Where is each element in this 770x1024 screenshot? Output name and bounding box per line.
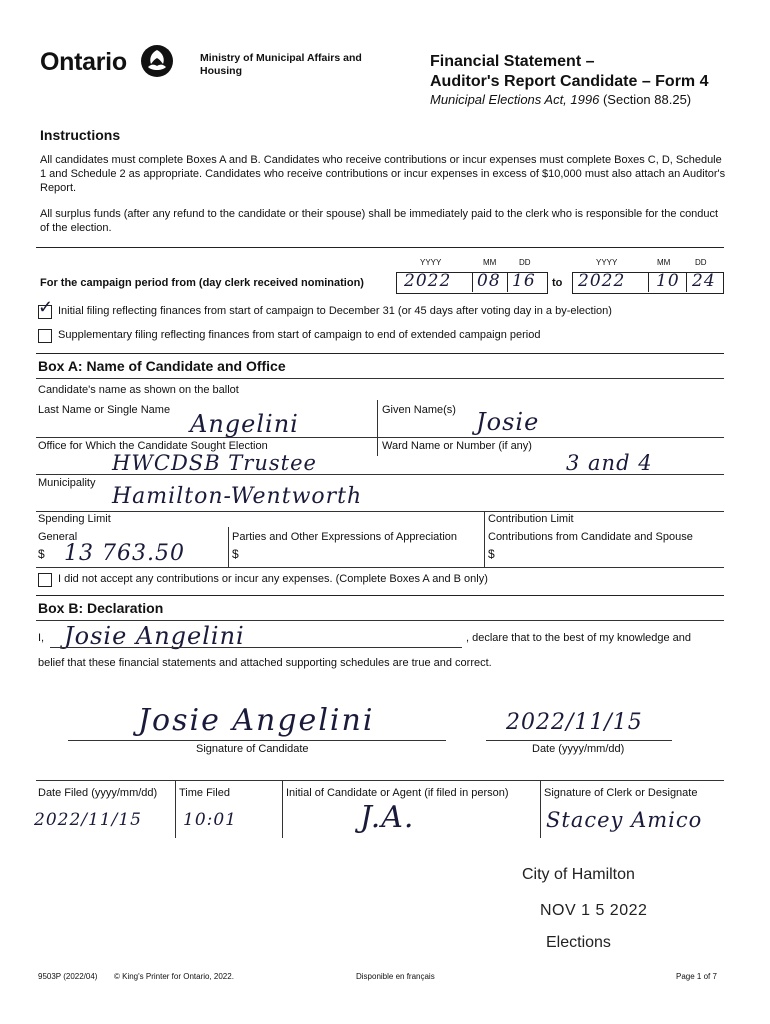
divider (36, 511, 724, 512)
divider (36, 595, 724, 596)
no-contributions-checkbox[interactable] (38, 573, 52, 587)
declare-text: , declare that to the best of my knowledge and (466, 632, 692, 644)
campaign-period-label: For the campaign period from (day clerk received nomination) (40, 277, 364, 289)
no-contributions-label: I did not accept any contributions or incur any expenses. (Complete Boxes A and B only) (58, 573, 488, 585)
ballot-name-label: Candidate's name as shown on the ballot (38, 384, 239, 396)
column-divider (175, 780, 176, 838)
divider (36, 567, 724, 568)
date-separator (648, 272, 649, 292)
last-name-label: Last Name or Single Name (38, 404, 171, 416)
to-year-value: 2022 (578, 271, 626, 291)
to-mm-caption: MM (657, 258, 671, 267)
given-name-value[interactable]: Josie (476, 408, 540, 436)
form-code: 9503P (2022/04) (38, 972, 98, 981)
divider (36, 378, 724, 379)
box-b-heading: Box B: Declaration (38, 600, 164, 616)
contributions-label: Contributions from Candidate and Spouse (488, 531, 693, 543)
stamp-city: City of Hamilton (522, 866, 635, 883)
date-filed-label: Date Filed (yyyy/mm/dd) (38, 787, 158, 799)
instructions-para1: All candidates must complete Boxes A and B. Candidates who receive contributions or incur expenses must complete Boxes C, D, Schedule 1 and Schedule 2 as appropriate. Candidates who receive contributions or incur expenses in excess of $10,000 must also attach an Auditor's Report. (40, 154, 726, 194)
office-value[interactable]: HWCDSB Trustee (112, 451, 317, 475)
form-title-line1: Financial Statement – (430, 53, 595, 70)
supplementary-filing-checkbox[interactable] (38, 329, 52, 343)
to-label: to (552, 277, 563, 289)
date-separator (472, 272, 473, 292)
to-dd-caption: DD (695, 258, 707, 267)
contribution-limit-label: Contribution Limit (488, 513, 574, 525)
office-label: Office for Which the Candidate Sought Election (38, 440, 268, 452)
clerk-signature: Stacey Amico (546, 808, 703, 832)
divider (36, 437, 724, 438)
column-divider (484, 511, 485, 567)
to-yyyy-caption: YYYY (596, 258, 618, 267)
signature-label: Signature of Candidate (196, 743, 309, 755)
french-availability: Disponible en français (356, 972, 435, 981)
ministry-name: Ministry of Municipal Affairs and Housing (200, 52, 362, 77)
spending-limit-label: Spending Limit (38, 513, 111, 525)
last-name-value[interactable]: Angelini (190, 410, 299, 438)
form-title (430, 52, 709, 92)
general-label: General (38, 531, 78, 543)
box-a-heading: Box A: Name of Candidate and Office (38, 358, 286, 374)
ward-label: Ward Name or Number (if any) (382, 440, 532, 452)
municipality-label: Municipality (38, 477, 96, 489)
date-line (486, 740, 672, 741)
checkmark-icon: ✓ (38, 297, 54, 317)
parties-label: Parties and Other Expressions of Appreciation (232, 531, 458, 543)
date-label: Date (yyyy/mm/dd) (532, 743, 625, 755)
date-separator (686, 272, 687, 292)
general-limit-value[interactable]: 13 763.50 (64, 541, 185, 566)
act-reference (430, 92, 691, 107)
column-divider (282, 780, 283, 838)
trillium-logo-icon (140, 44, 174, 78)
column-divider (377, 400, 378, 456)
from-yyyy-caption: YYYY (420, 258, 442, 267)
date-separator (507, 272, 508, 292)
to-day-value: 24 (692, 271, 716, 291)
from-year-value: 2022 (404, 271, 452, 291)
stamp-date: NOV 1 5 2022 (540, 902, 648, 919)
from-day-value: 16 (512, 271, 536, 291)
form-title-line2: Auditor's Report Candidate – Form 4 (430, 73, 709, 90)
divider (36, 780, 724, 781)
from-month-value: 08 (477, 271, 501, 291)
time-filed-value[interactable]: 10:01 (183, 810, 237, 830)
column-divider (228, 527, 229, 567)
initial-label: Initial of Candidate or Agent (if filed in person) (286, 787, 509, 799)
instructions-heading: Instructions (40, 127, 121, 143)
declaration-i-label: I, (38, 632, 45, 644)
instructions-para2: All surplus funds (after any refund to the candidate or their spouse) shall be immediately paid to the clerk who is responsible for the conduct of the election. (40, 208, 719, 234)
given-name-label: Given Name(s) (382, 404, 456, 416)
ward-value[interactable]: 3 and 4 (566, 451, 653, 475)
municipality-value[interactable]: Hamilton-Wentworth (112, 484, 363, 509)
initial-filing-label: Initial filing reflecting finances from start of campaign to December 31 (or 45 days after voting day in a by-election) (58, 305, 612, 317)
parties-currency: $ (232, 547, 239, 561)
divider (36, 247, 724, 248)
contributions-currency: $ (488, 547, 495, 561)
general-currency: $ (38, 547, 45, 561)
from-mm-caption: MM (483, 258, 497, 267)
act-name: Municipal Elections Act, 1996 (430, 92, 600, 107)
candidate-signature: Josie Angelini (138, 703, 375, 738)
time-filed-label: Time Filed (179, 787, 230, 799)
declaration-date-value[interactable]: 2022/11/15 (506, 710, 643, 735)
stamp-department: Elections (546, 934, 611, 951)
divider (36, 474, 724, 475)
page-number: Page 1 of 7 (676, 972, 717, 981)
divider (36, 353, 724, 354)
date-filed-value[interactable]: 2022/11/15 (34, 810, 142, 830)
clerk-signature-label: Signature of Clerk or Designate (544, 787, 698, 799)
declarant-name-line (50, 647, 462, 648)
column-divider (540, 780, 541, 838)
signature-line (68, 740, 446, 741)
ontario-logo-text: Ontario (40, 48, 127, 76)
declarant-name-value[interactable]: Josie Angelini (64, 622, 245, 650)
copyright: © King's Printer for Ontario, 2022. (114, 972, 234, 981)
belief-text: belief that these financial statements and attached supporting schedules are true and correct. (38, 657, 492, 669)
supplementary-filing-label: Supplementary filing reflecting finances from start of campaign to end of extended campaign period (58, 329, 541, 341)
to-month-value: 10 (656, 271, 680, 291)
divider (36, 620, 724, 621)
act-section: (Section 88.25) (602, 92, 692, 107)
from-dd-caption: DD (519, 258, 531, 267)
initial-value[interactable]: J.A. (360, 800, 415, 835)
